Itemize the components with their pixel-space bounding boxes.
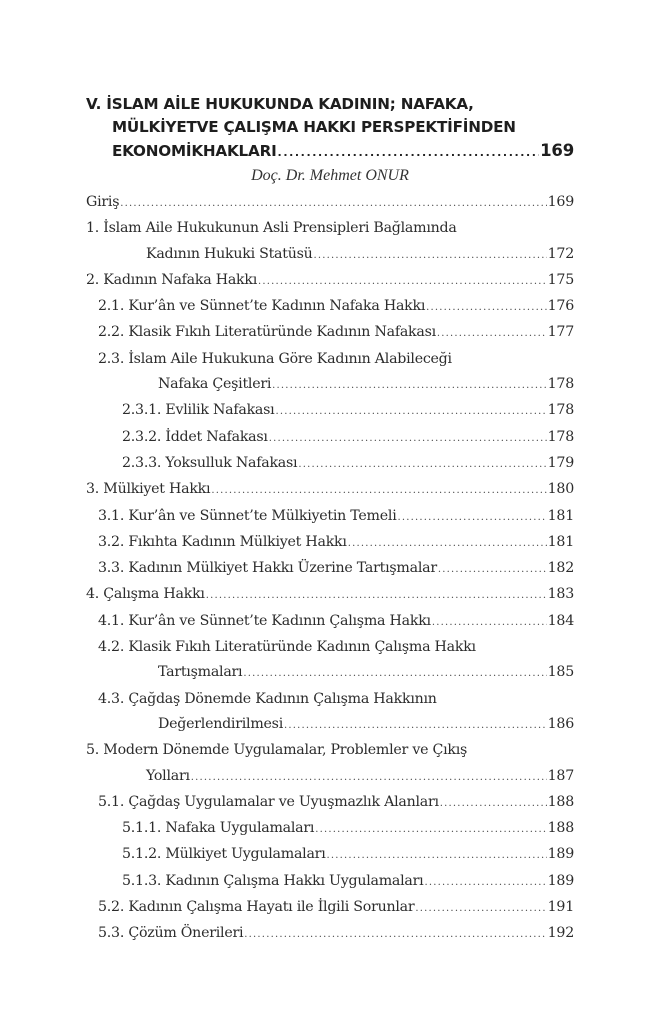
toc-entry-title: Giriş <box>86 194 120 210</box>
toc-entry-page: 188 <box>547 793 574 810</box>
toc-entry-page: 184 <box>547 612 574 629</box>
toc-entry-title: 5.3. Çözüm Önerileri <box>98 925 244 942</box>
dot-leader <box>438 557 547 582</box>
toc-entry[interactable] <box>86 635 574 660</box>
toc-entry-page: 172 <box>547 245 574 262</box>
toc-entry-title: 2.3.1. Evlilik Nafakası <box>122 402 275 419</box>
toc-entry-title: 4. Çalışma Hakkı <box>86 586 205 603</box>
toc-entry[interactable] <box>86 347 574 372</box>
toc-entry-title: 1. İslam Aile Hukukunun Asli Prensipleri Bağlamında <box>86 220 457 237</box>
dot-leader <box>244 922 546 947</box>
toc-entry[interactable] <box>86 477 574 503</box>
toc-entry[interactable] <box>86 294 574 320</box>
toc-entry-page: 181 <box>547 507 574 524</box>
dot-leader <box>206 583 547 608</box>
toc-entry[interactable] <box>86 738 574 763</box>
toc-entry[interactable] <box>86 582 574 608</box>
toc-entry-title: 3.1. Kur’ân ve Sünnet’te Mülkiyetin Temeli <box>98 507 397 524</box>
toc-entry-title: 4.3. Çağdaş Dönemde Kadının Çalışma Hakkının <box>98 690 437 707</box>
toc-entry-title: 5.1. Çağdaş Uygulamalar ve Uyuşmazlık Alanları <box>98 793 439 810</box>
chapter-title-text: EKONOMİKHAKLARI <box>112 142 277 160</box>
toc-entry-page: 176 <box>547 298 574 315</box>
toc-entry-page: 182 <box>547 560 574 577</box>
dot-leader <box>432 610 547 635</box>
toc-entry-title-cont: Kadının Hukuki Statüsü <box>146 245 313 262</box>
toc-entry-title: 5.1.1. Nafaka Uygulamaları <box>122 820 315 837</box>
dot-leader <box>437 321 547 346</box>
toc-entry-page: 189 <box>547 846 574 863</box>
dot-leader <box>314 243 547 268</box>
dot-leader <box>426 295 547 320</box>
dot-leader <box>269 426 547 451</box>
dot-leader <box>191 765 547 790</box>
toc-entry-title-cont: Nafaka Çeşitleri <box>158 376 272 393</box>
toc-entry-page: 191 <box>547 899 574 916</box>
toc-entry-continuation[interactable] <box>86 660 574 686</box>
toc-entry-page: 178 <box>547 402 574 419</box>
toc-entry[interactable] <box>86 842 574 868</box>
dot-leader <box>298 452 546 477</box>
dot-leader <box>258 269 547 294</box>
chapter-author: Doç. Dr. Mehmet ONUR <box>251 167 409 184</box>
toc-entry-title: 5.1.3. Kadının Çalışma Hakkı Uygulamaları <box>122 872 424 889</box>
toc-entry-page: 185 <box>547 664 574 681</box>
dot-leader <box>315 817 546 842</box>
toc-entry-title: 3.2. Fıkıhta Kadının Mülkiyet Hakkı <box>98 533 347 550</box>
toc-entry-continuation[interactable] <box>86 242 574 268</box>
toc-entry-page: 178 <box>547 428 574 445</box>
toc-entry-title: 4.2. Klasik Fıkıh Literatüründe Kadının Çalışma Hakkı <box>98 639 476 656</box>
dot-leader <box>243 661 546 686</box>
toc-entry-continuation[interactable] <box>86 764 574 790</box>
chapter-heading <box>86 93 574 164</box>
toc-entry[interactable] <box>86 895 574 921</box>
chapter-title-line-3 <box>86 139 574 164</box>
toc-entry-continuation[interactable] <box>86 712 574 738</box>
toc-entry-continuation[interactable] <box>86 372 574 398</box>
toc-entry-page: 186 <box>547 715 574 732</box>
toc-entry-title: 2.3.2. İddet Nafakası <box>122 428 268 445</box>
toc-entry-page: 177 <box>547 324 574 341</box>
toc-entry[interactable] <box>86 190 574 216</box>
dot-leader <box>348 531 547 556</box>
toc-entry-page: 188 <box>547 820 574 837</box>
toc-entry-title: 5. Modern Dönemde Uygulamalar, Problemler ve Çıkış <box>86 742 468 759</box>
toc-entry[interactable] <box>86 790 574 816</box>
dot-leader <box>120 191 546 216</box>
dot-leader <box>211 478 546 503</box>
toc-entry-title: 2. Kadının Nafaka Hakkı <box>86 271 258 288</box>
toc-entry-title: 3.3. Kadının Mülkiyet Hakkı Üzerine Tartışmalar <box>98 560 437 577</box>
toc-entry-title: 5.2. Kadının Çalışma Hayatı ile İlgili Sorunlar <box>98 899 415 916</box>
toc-entry[interactable] <box>86 609 574 635</box>
toc-entry-page: 178 <box>547 376 574 393</box>
toc-entry[interactable] <box>86 687 574 712</box>
toc-entry-title: 3. Mülkiyet Hakkı <box>86 481 211 498</box>
toc-entry-page: 179 <box>547 454 574 471</box>
toc-entry[interactable] <box>86 816 574 842</box>
toc-entry-page: 192 <box>547 925 574 942</box>
toc-entry-title: 2.3. İslam Aile Hukukuna Göre Kadının Alabileceği <box>98 350 452 367</box>
chapter-page-number[interactable]: 169 <box>540 141 574 160</box>
toc-entry[interactable] <box>86 921 574 947</box>
dot-leader <box>424 870 546 895</box>
toc-entry-page: 187 <box>547 767 574 784</box>
toc-entry-title: 4.1. Kur’ân ve Sünnet’te Kadının Çalışma Hakkı <box>98 612 431 629</box>
toc-entry[interactable] <box>86 425 574 451</box>
table-of-contents <box>86 93 574 948</box>
toc-entry[interactable] <box>86 530 574 556</box>
toc-entry-page: 175 <box>547 271 574 288</box>
toc-entry[interactable] <box>86 504 574 530</box>
toc-entry-title-cont: Değerlendirilmesi <box>158 715 283 732</box>
toc-entry-title: 2.1. Kur’ân ve Sünnet’te Kadının Nafaka Hakkı <box>98 298 426 315</box>
dot-leader <box>327 843 547 868</box>
toc-entry[interactable] <box>86 869 574 895</box>
toc-entry-page: 183 <box>547 586 574 603</box>
dot-leader <box>284 713 547 738</box>
toc-entry[interactable] <box>86 556 574 582</box>
dot-leader <box>272 373 546 398</box>
toc-entry-page: 180 <box>547 481 574 498</box>
toc-entry[interactable] <box>86 268 574 294</box>
toc-entry-page: 169 <box>547 194 574 210</box>
dot-leader <box>440 791 547 816</box>
toc-entry-title-cont: Yolları <box>146 767 190 784</box>
toc-entry-title: 2.3.3. Yoksulluk Nafakası <box>122 454 298 471</box>
toc-entries <box>86 190 574 948</box>
chapter-title-line-2: MÜLKİYETVE ÇALIŞMA HAKKI PERSPEKTİFİNDEN <box>112 118 516 136</box>
toc-entry-title-cont: Tartışmaları <box>158 664 243 681</box>
toc-entry[interactable] <box>86 451 574 477</box>
dot-leader <box>278 141 540 164</box>
toc-entry-page: 189 <box>547 872 574 889</box>
toc-entry-page: 181 <box>547 533 574 550</box>
toc-entry-title: 5.1.2. Mülkiyet Uygulamaları <box>122 846 326 863</box>
toc-entry-title: 2.2. Klasik Fıkıh Literatüründe Kadının Nafakası <box>98 324 436 341</box>
dot-leader <box>275 399 546 424</box>
dot-leader <box>415 896 546 921</box>
toc-entry[interactable] <box>86 398 574 424</box>
dot-leader <box>398 505 547 530</box>
chapter-title-line-1: V. İSLAM AİLE HUKUKUNDA KADININ; NAFAKA, <box>86 95 474 113</box>
toc-entry[interactable] <box>86 216 574 241</box>
toc-entry[interactable] <box>86 320 574 346</box>
